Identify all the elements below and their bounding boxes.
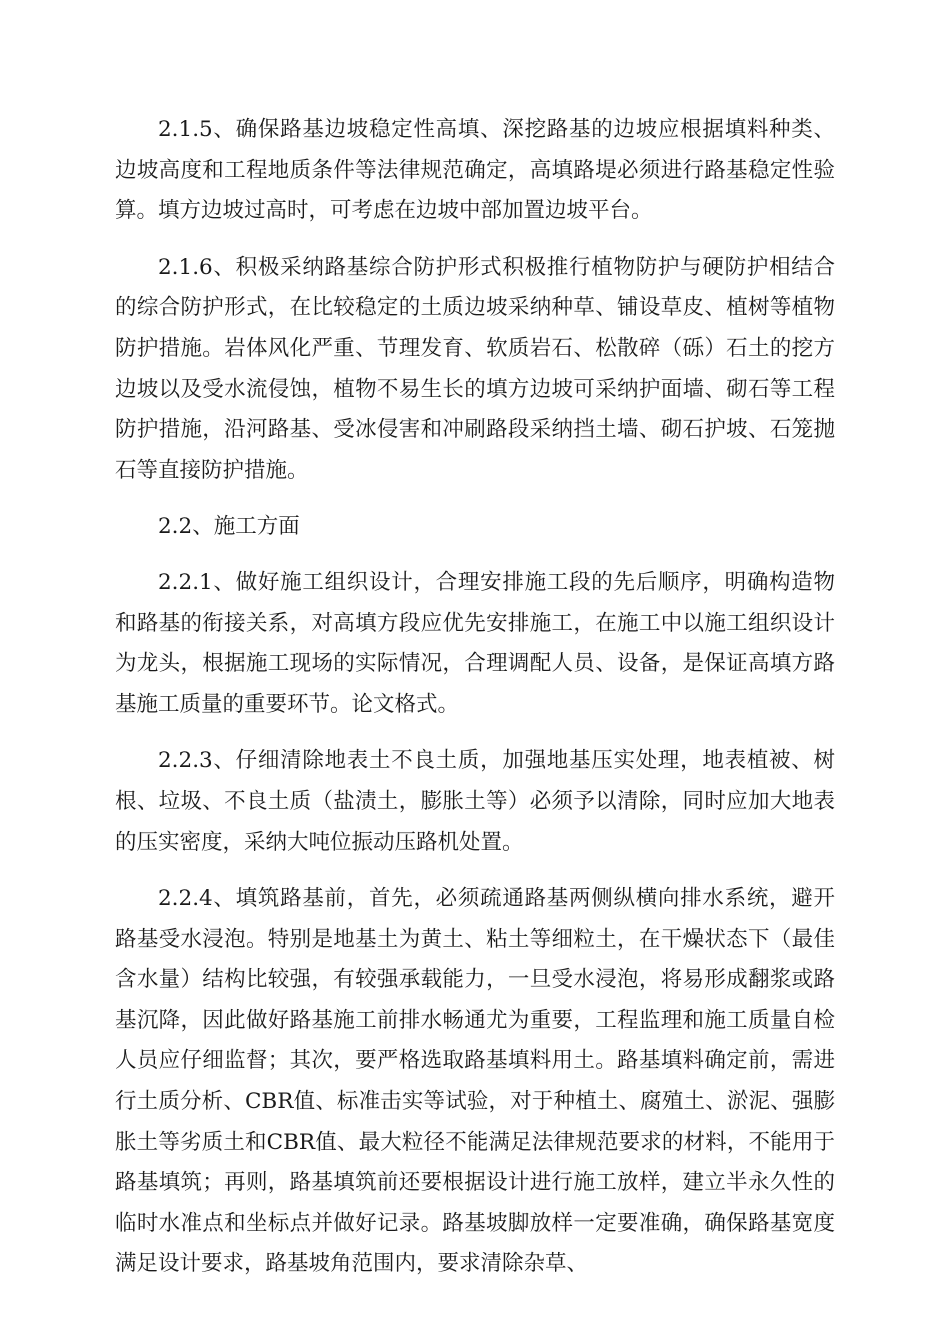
paragraph-2-2-1: 2.2.1、做好施工组织设计，合理安排施工段的先后顺序，明确构造物和路基的衔接关系，对高填方段应优先安排施工，在施工中以施工组织设计为龙头，根据施工现场的实际情况，合理调配人员、设备，是保证高填方路基施工质量的重要环节。论文格式。 [115,569,835,717]
paragraph-2-1-6: 2.1.6、积极采纳路基综合防护形式积极推行植物防护与硬防护相结合的综合防护形式，在比较稳定的土质边坡采纳种草、铺设草皮、植树等植物防护措施。岩体风化严重、节理发育、软质岩石、松散碎（砾）石土的挖方边坡以及受水流侵蚀，植物不易生长的填方边坡可采纳护面墙、砌石等工程防护措施，沿河路基、受冰侵害和冲刷路段采纳挡土墙、砌石护坡、石笼抛石等直接防护措施。 [115,254,835,483]
paragraph-2-2-3: 2.2.3、仔细清除地表土不良土质，加强地基压实处理，地表植被、树根、垃圾、不良土质（盐渍土，膨胀土等）必须予以清除，同时应加大地表的压实密度，采纳大吨位振动压路机处置。 [115,748,835,855]
paragraph-2-1-5: 2.1.5、确保路基边坡稳定性高填、深挖路基的边坡应根据填料种类、边坡高度和工程地质条件等法律规范确定，高填路堤必须进行路基稳定性验算。填方边坡过高时，可考虑在边坡中部加置边坡平台。 [115,117,835,224]
document-body [115,110,835,1301]
section-heading-2-2: 2.2、施工方面 [158,514,300,540]
paragraph-2-2-4: 2.2.4、填筑路基前，首先，必须疏通路基两侧纵横向排水系统，避开路基受水浸泡。特别是地基土为黄土、粘土等细粒土，在干燥状态下（最佳含水量）结构比较强，有较强承载能力，一旦受水浸泡，将易形成翻浆或路基沉降，因此做好路基施工前排水畅通尤为重要，工程监理和施工质量自检人员应仔细监督；其次，要严格选取路基填料用土。路基填料确定前，需进行土质分析、CBR值、标准击实等试验，对于种植土、腐殖土、淤泥、强膨胀土等劣质土和CBR值、最大粒径不能满足法律规范要求的材料，不能用于路基填筑；再则，路基填筑前还要根据设计进行施工放样，建立半永久性的临时水准点和坐标点并做好记录。路基坡脚放样一定要准确，确保路基宽度满足设计要求，路基坡角范围内，要求清除杂草、 [115,886,835,1277]
